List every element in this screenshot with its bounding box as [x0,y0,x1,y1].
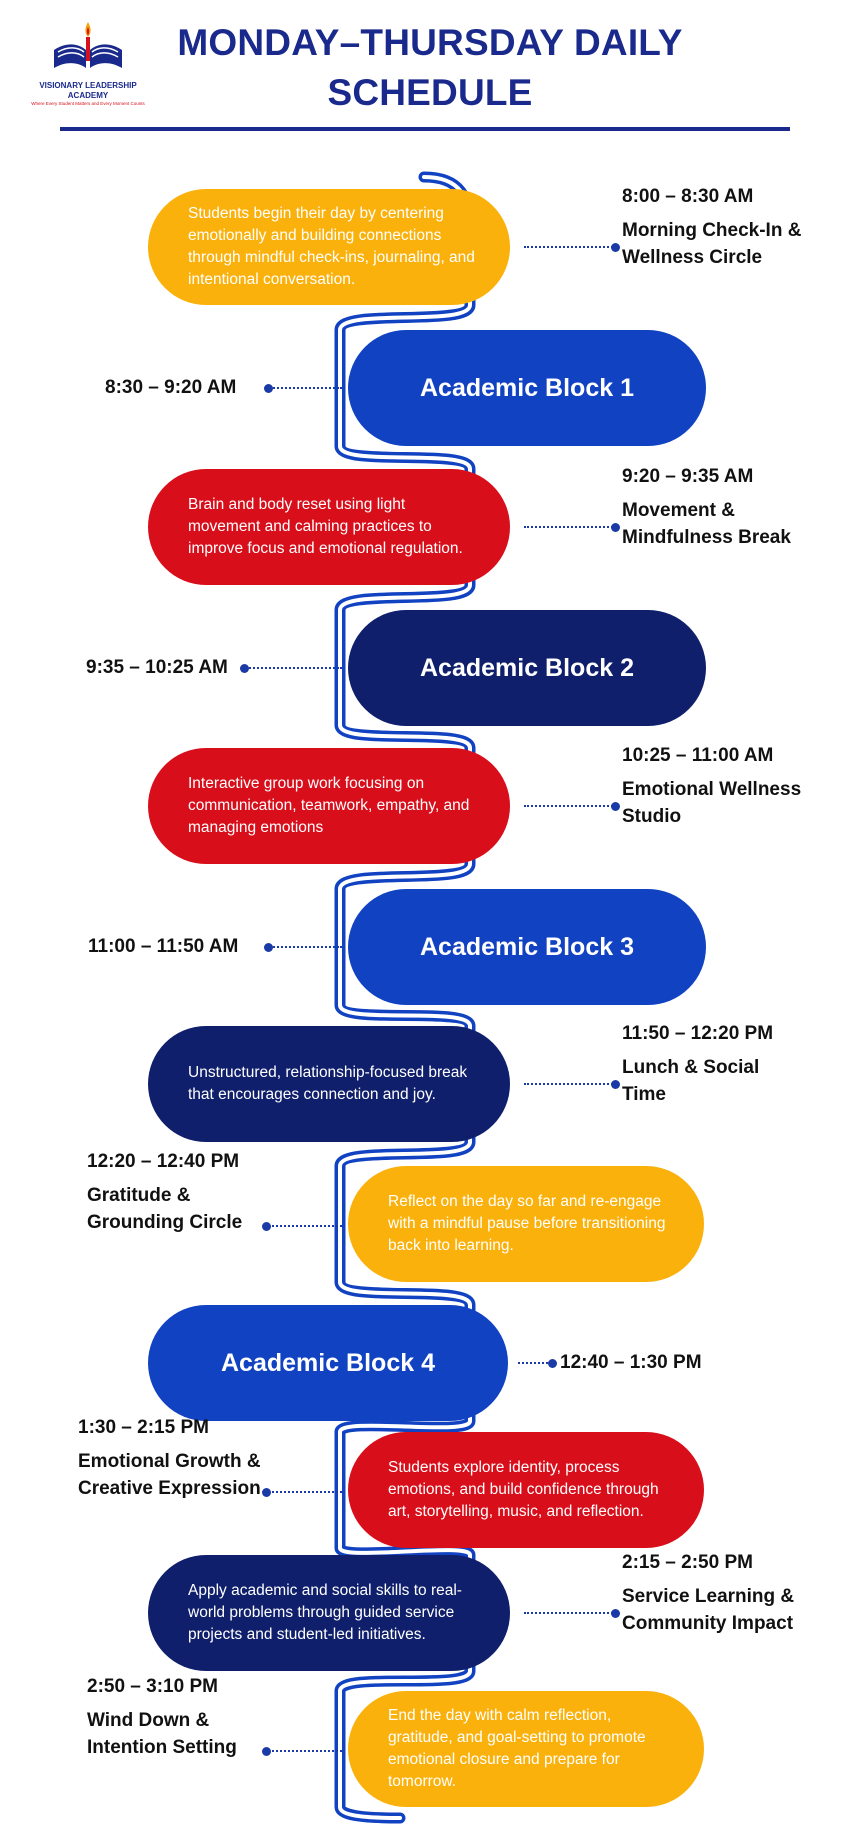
dotted-connector [524,1083,616,1085]
connector-dot [611,802,620,811]
block-title: Academic Block 1 [420,373,634,402]
connector-dot [264,943,273,952]
academic-block-pill [348,330,706,446]
activity-description-pill [148,469,510,585]
schedule-label [105,375,265,401]
connector-dot [262,1747,271,1756]
activity-description: Reflect on the day so far and re-engage with a mindful pause before transitioning back into learning. [388,1193,666,1254]
time-range: 8:00 – 8:30 AM [622,186,754,207]
schedule-label [622,743,802,830]
activity-description-pill [348,1432,704,1548]
activity-name: Movement & Mindfulness Break [622,500,791,548]
block-title: Academic Block 4 [221,1348,435,1377]
dotted-connector [524,1612,616,1614]
connector-dot [611,1080,620,1089]
activity-description: Students begin their day by centering emotionally and building connections through mindful check-ins, journaling, and intentional conversation. [188,205,475,288]
time-range: 8:30 – 9:20 AM [105,377,237,398]
time-range: 10:25 – 11:00 AM [622,745,774,766]
activity-description: Brain and body reset using light movement and calming practices to improve focus and emotional regulation. [188,496,463,557]
activity-description: End the day with calm reflection, gratitude, and goal-setting to promote emotional closure and prepare for tomorrow. [388,1707,646,1790]
time-range: 9:35 – 10:25 AM [86,657,228,678]
dotted-connector [270,387,342,389]
logo-name-line2: ACADEMY [67,91,109,100]
activity-description-pill [148,748,510,864]
time-range: 2:15 – 2:50 PM [622,1552,753,1573]
academic-block-pill [348,889,706,1005]
activity-name: Emotional Growth & Creative Expression [78,1451,261,1499]
activity-name: Wind Down & Intention Setting [87,1710,237,1758]
time-range: 11:00 – 11:50 AM [88,936,239,957]
dotted-connector [268,1225,342,1227]
dotted-connector [246,667,342,669]
activity-name: Service Learning & Community Impact [622,1586,795,1634]
title-line2: SCHEDULE [327,72,533,113]
activity-name: Emotional Wellness Studio [622,779,802,827]
dotted-connector [524,246,616,248]
schedule-label [622,1550,802,1637]
activity-description-pill [348,1166,704,1282]
dotted-connector [268,1750,342,1752]
dotted-connector [518,1362,552,1364]
activity-description-pill [148,1555,510,1671]
connector-dot [611,243,620,252]
dotted-connector [270,946,342,948]
time-range: 12:20 – 12:40 PM [87,1151,240,1172]
schedule-label [622,464,802,551]
schedule-label [560,1350,702,1376]
schedule-label [86,655,236,681]
time-range: 12:40 – 1:30 PM [560,1352,702,1373]
schedule-label [78,1415,278,1502]
time-range: 2:50 – 3:10 PM [87,1676,218,1697]
connector-dot [264,384,273,393]
activity-name: Gratitude & Grounding Circle [87,1185,243,1233]
time-range: 11:50 – 12:20 PM [622,1023,774,1044]
logo-name-line1: VISIONARY LEADERSHIP [39,81,137,90]
schedule-label [622,1021,802,1108]
schedule-label [87,1149,287,1236]
connector-dot [262,1488,271,1497]
block-title: Academic Block 3 [420,932,634,961]
dotted-connector [524,805,616,807]
connector-dot [262,1222,271,1231]
activity-name: Lunch & Social Time [622,1057,760,1105]
dotted-connector [524,526,616,528]
schedule-label [88,934,248,960]
dotted-connector [268,1491,342,1493]
activity-description: Interactive group work focusing on communication, teamwork, empathy, and managing emotions [188,775,470,836]
activity-name: Morning Check-In & Wellness Circle [622,220,802,268]
activity-description: Students explore identity, process emotions, and build confidence through art, storytelling, music, and reflection. [388,1459,659,1520]
schedule-label [87,1674,287,1761]
connector-dot [611,1609,620,1618]
activity-description: Unstructured, relationship-focused break that encourages connection and joy. [188,1064,468,1103]
activity-description-pill [348,1691,704,1807]
activity-description: Apply academic and social skills to real-world problems through guided service projects and student-led initiatives. [188,1582,462,1643]
logo-tagline: Where Every Student Matters and Every Moment Counts [31,101,145,106]
connector-dot [548,1359,557,1368]
academic-block-pill [148,1305,508,1421]
connector-dot [611,523,620,532]
connector-dot [240,664,249,673]
time-range: 9:20 – 9:35 AM [622,466,754,487]
block-title: Academic Block 2 [420,653,634,682]
schedule-label [622,184,802,271]
activity-description-pill [148,189,510,305]
title-line1: MONDAY–THURSDAY DAILY [177,22,683,63]
activity-description-pill [148,1026,510,1142]
time-range: 1:30 – 2:15 PM [78,1417,209,1438]
academic-block-pill [348,610,706,726]
